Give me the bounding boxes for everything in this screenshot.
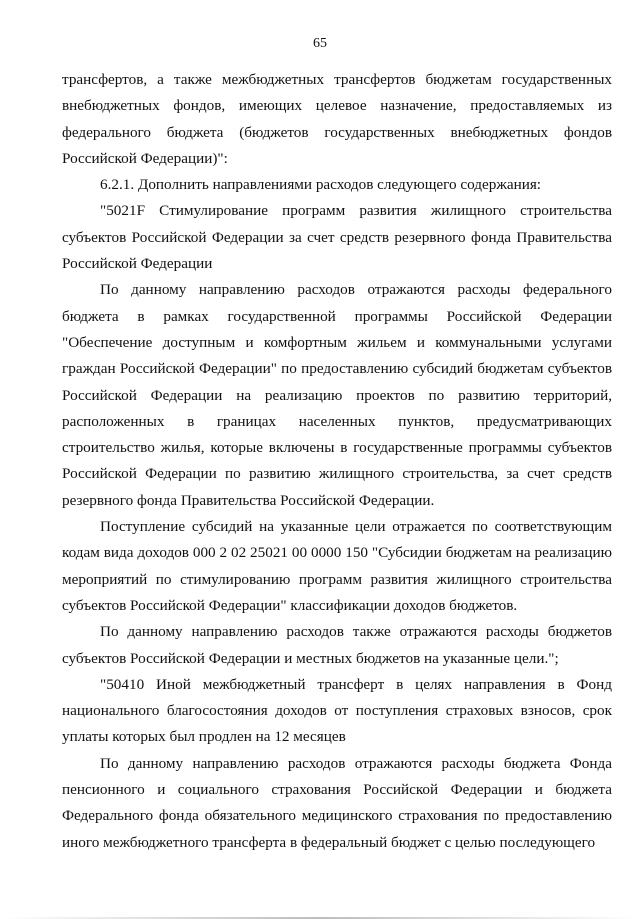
paragraph-5021f-title: "5021F Стимулирование программ развития жилищного строительства субъектов Российской Федерации за счет средств резервного фонда Правительства Российской Федерации bbox=[62, 202, 612, 273]
paragraph-regional-expenses: По данному направлению расходов также отражаются расходы бюджетов субъектов Российской Федерации и местных бюджетов на указанные цели."; bbox=[62, 623, 612, 667]
paragraph-50410-title: "50410 Иной межбюджетный трансферт в целях направления в Фонд национального благосостояния доходов от поступления страховых взносов, срок уплаты которых был продлен на 12 месяцев bbox=[62, 675, 612, 746]
paragraph-50410-description: По данному направлению расходов отражаются расходы бюджета Фонда пенсионного и социального страхования Российской Федерации и бюджета Федерального фонда обязательного медицинского страхования по предоставлению иного межбюджетного трансферта в федеральный бюджет с целью последующего bbox=[62, 754, 612, 851]
document-body bbox=[62, 67, 612, 856]
page-number: 65 bbox=[313, 36, 327, 51]
paragraph-5021f-description: По данному направлению расходов отражаются расходы федерального бюджета в рамках государственной программы Российской Федерации "Обеспечение доступным и комфортным жильем и коммунальными услугами граждан Российской Федерации" по предоставлению субсидий бюджетам субъектов Российской Федерации на реализацию проектов по развитию территорий, расположенных в границах населенных пунктов, предусматривающих строительство жилья, которые включены в государственные программы субъектов Российской Федерации по развитию жилищного строительства, за счет средств резервного фонда Правительства Российской Федерации. bbox=[62, 281, 612, 509]
paragraph-continuation: трансфертов, а также межбюджетных трансфертов бюджетам государственных внебюджетных фондов, имеющих целевое назначение, предоставляемых из федерального бюджета (бюджетов государственных внебюджетных фондов Российской Федерации)": bbox=[62, 71, 612, 167]
paragraph-subsidy-income: Поступление субсидий на указанные цели отражается по соответствующим кодам вида доходов 000 2 02 25021 00 0000 150 "Субсидии бюджетам на реализацию мероприятий по стимулированию программ развития жилищного строительства субъектов Российской Федерации" классификации доходов бюджетов. bbox=[62, 518, 612, 614]
paragraph-6-2-1: 6.2.1. Дополнить направлениями расходов следующего содержания: bbox=[100, 176, 542, 194]
